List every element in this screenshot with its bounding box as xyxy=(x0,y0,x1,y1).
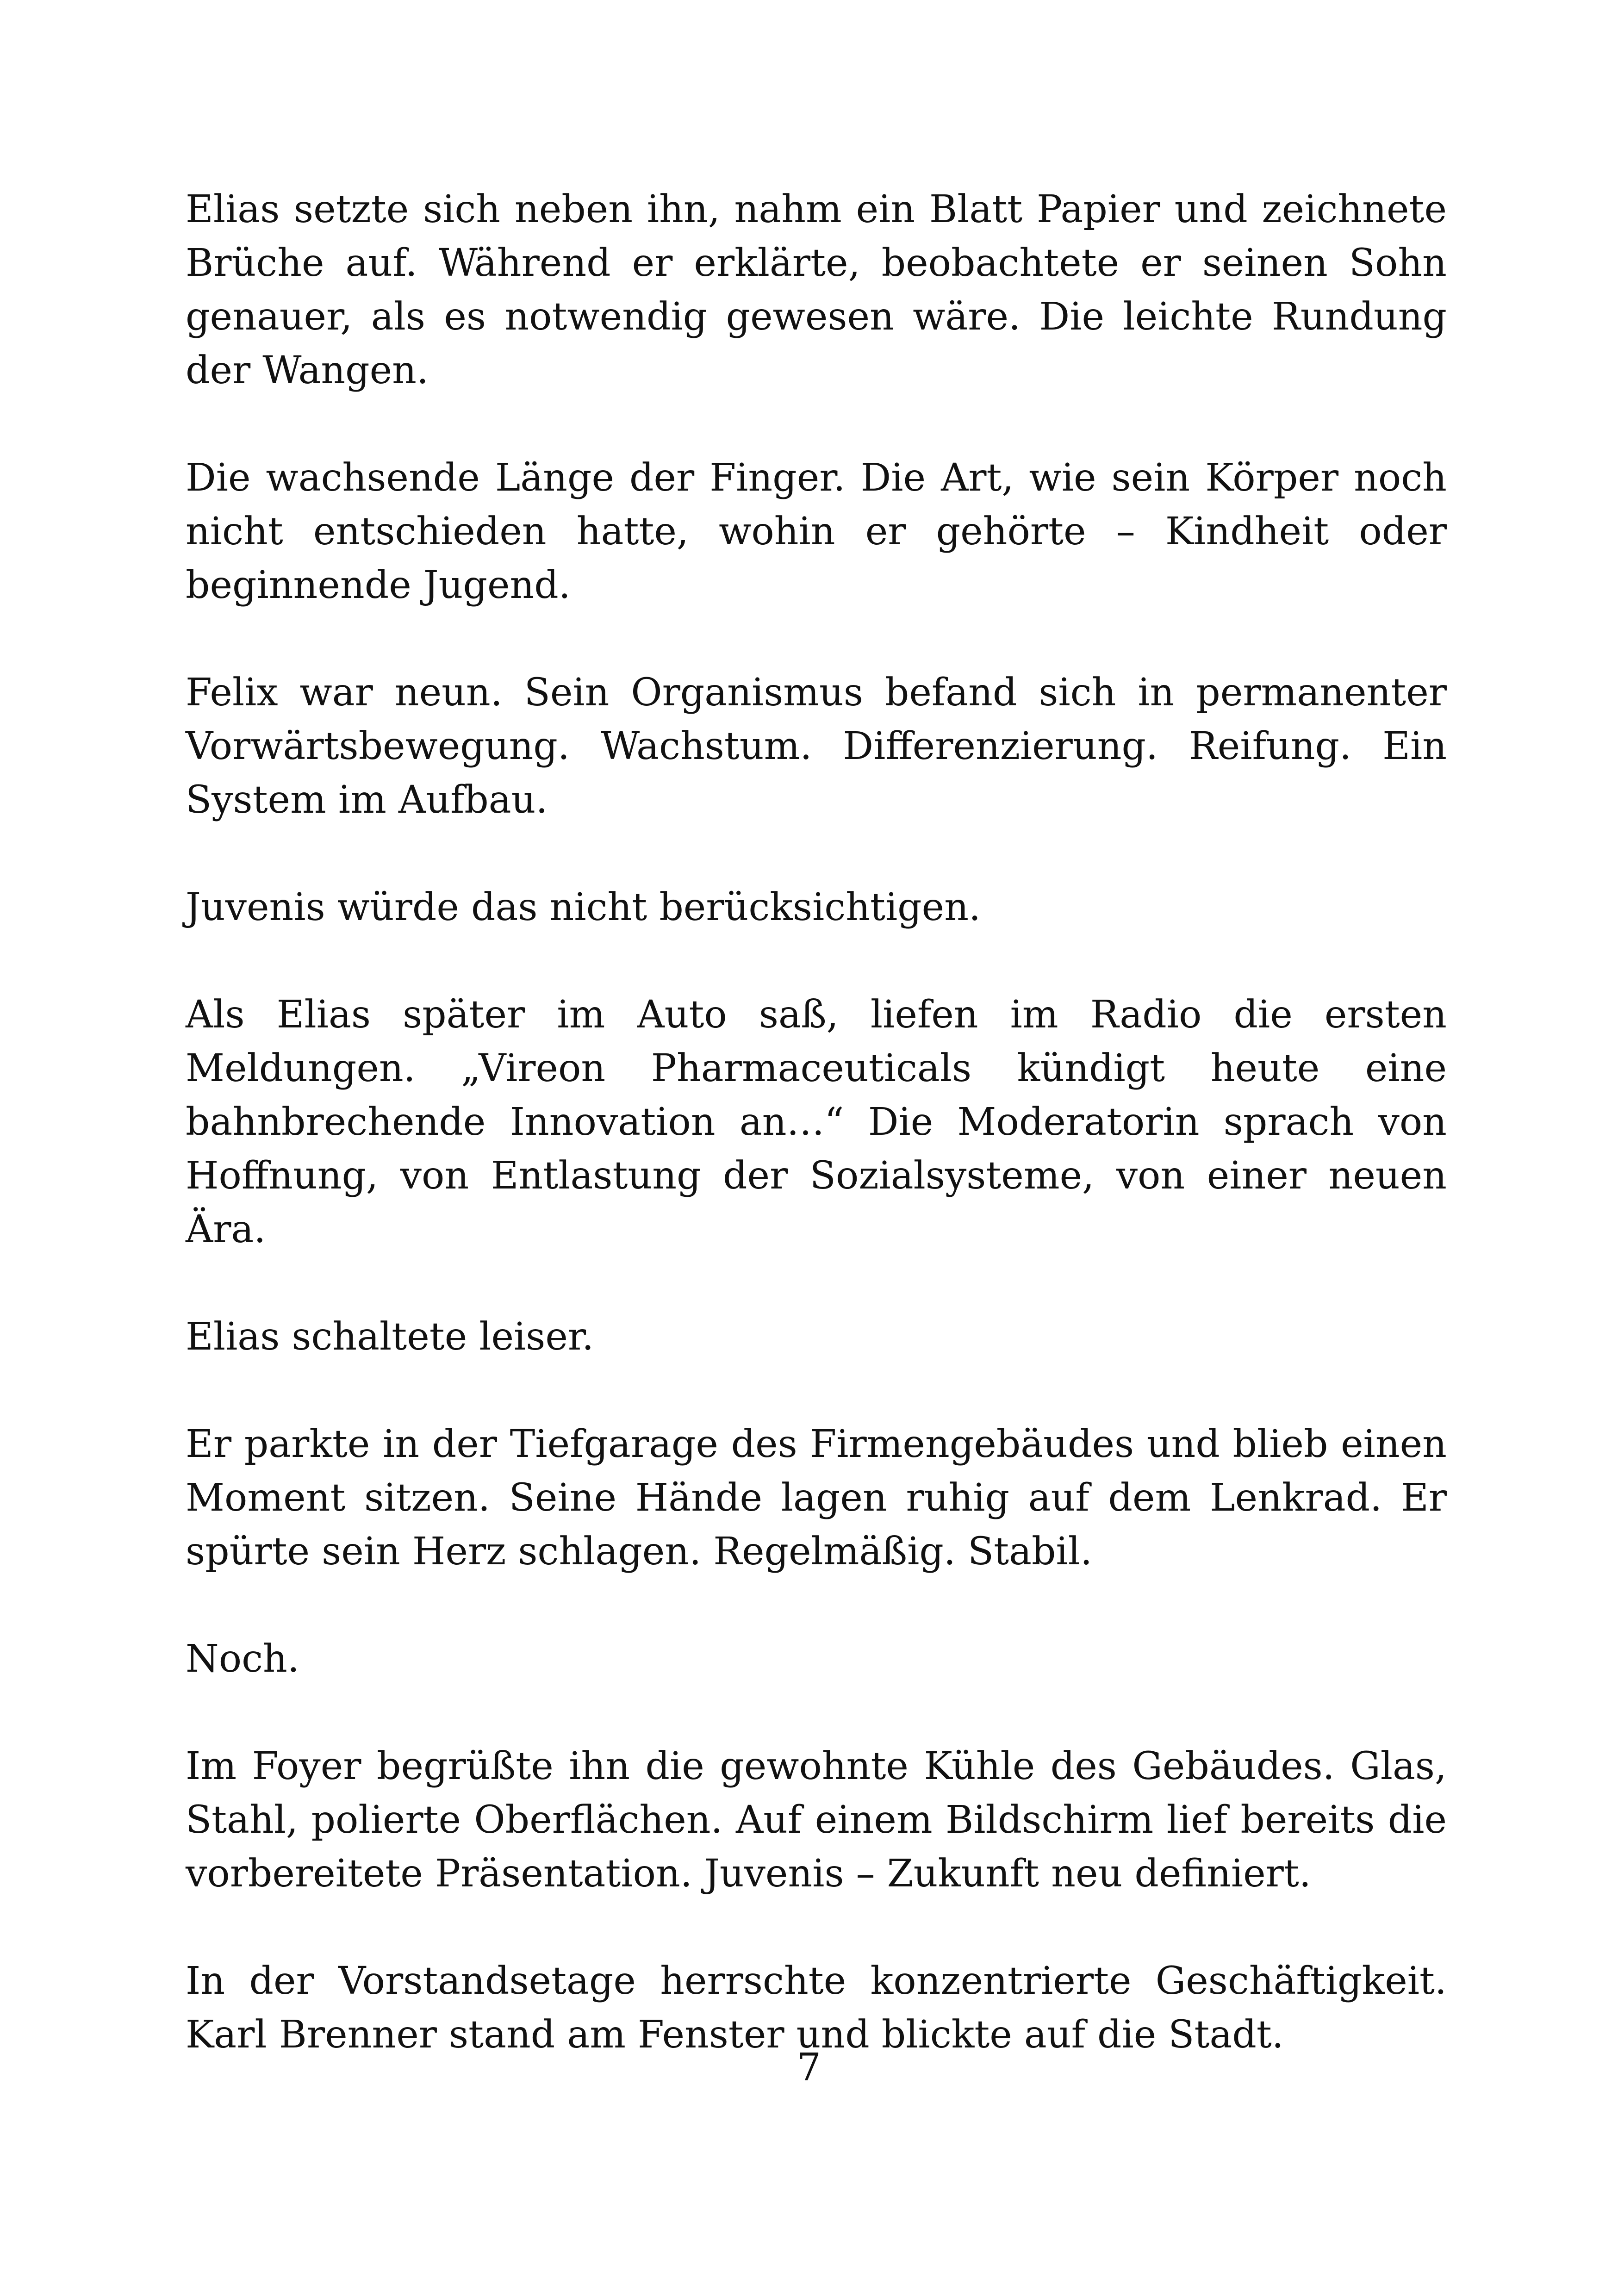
paragraph-9: Im Foyer begrüßte ihn die gewohnte Kühle des Gebäudes. Glas, Stahl, polierte Oberflächen. Auf einem Bildschirm lief bereits die vorbereitete Präsentation. Juvenis – Zukunft neu definiert. xyxy=(186,1744,1447,1896)
paragraph-4: Juvenis würde das nicht berücksichtigen. xyxy=(186,885,981,929)
paragraph-6: Elias schaltete leiser. xyxy=(186,1315,594,1359)
paragraph-7: Er parkte in der Tiefgarage des Firmengebäudes und blieb einen Moment sitzen. Seine Hände lagen ruhig auf dem Lenkrad. Er spürte sein Herz schlagen. Regelmäßig. Stabil. xyxy=(186,1422,1447,1574)
body-text xyxy=(186,183,1447,2116)
paragraph-2: Die wachsende Länge der Finger. Die Art, wie sein Körper noch nicht entschieden hatte, wohin er gehörte – Kindheit oder beginnende Jugend. xyxy=(186,456,1447,607)
paragraph-1: Elias setzte sich neben ihn, nahm ein Blatt Papier und zeichnete Brüche auf. Während er erklärte, beobachtete er seinen Sohn genauer, als es notwendig gewesen wäre. Die leichte Rundung der Wangen. xyxy=(186,187,1447,392)
paragraph-10: In der Vorstandsetage herrschte konzentrierte Geschäftigkeit. Karl Brenner stand am Fenster und blickte auf die Stadt. xyxy=(186,1959,1447,2057)
page-number: 7 xyxy=(797,2046,821,2090)
paragraph-8: Noch. xyxy=(186,1637,299,1681)
paragraph-3: Felix war neun. Sein Organismus befand sich in permanenter Vorwärtsbewegung. Wachstum. Differenzierung. Reifung. Ein System im Aufbau. xyxy=(186,671,1447,822)
paragraph-5: Als Elias später im Auto saß, liefen im Radio die ersten Meldungen. „Vireon Pharmaceuticals kündigt heute eine bahnbrechende Innovation an…“ Die Moderatorin sprach von Hoffnung, von Entlastung der Sozialsysteme, von einer neuen Ära. xyxy=(186,993,1447,1251)
